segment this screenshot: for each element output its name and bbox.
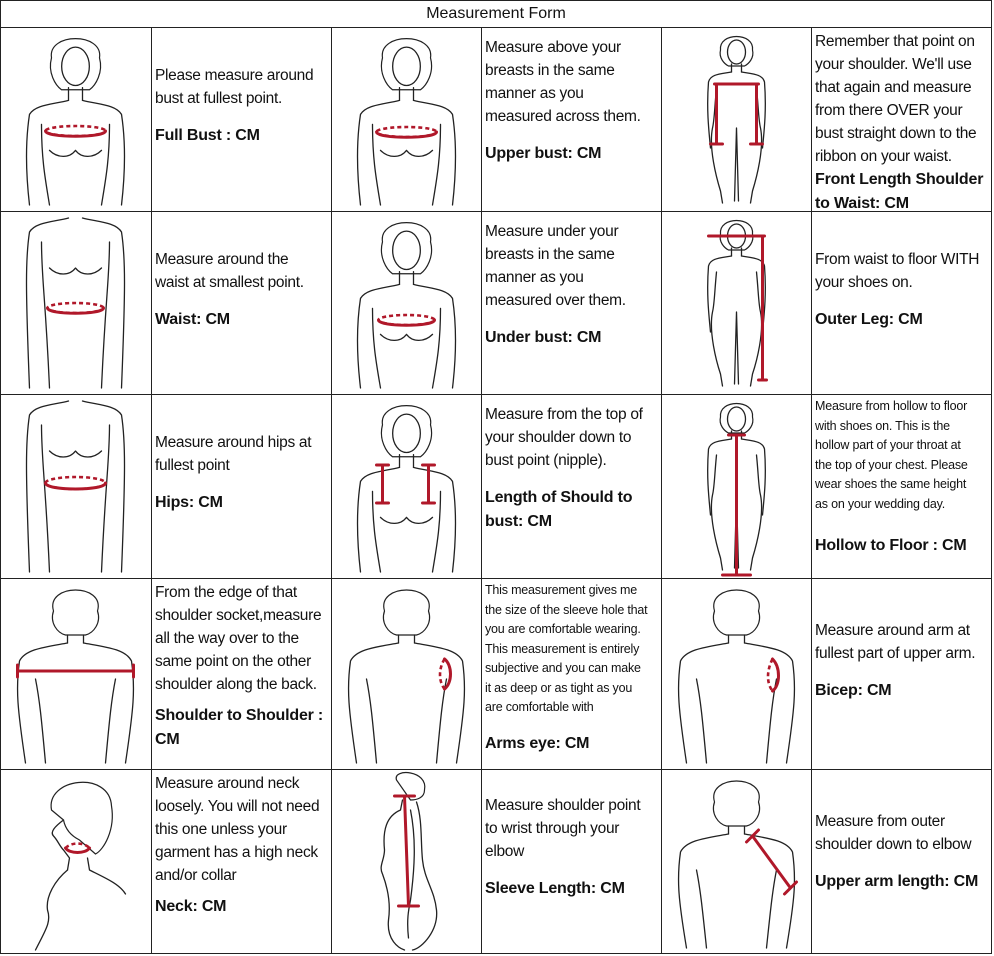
measurement-instructions [485,220,658,312]
figure-cell [332,28,481,211]
instruction-cell [152,770,331,954]
measurement-table [1,27,991,954]
instruction-line: Measure around hips at [155,434,312,451]
instruction-line: bust at fullest point. [155,90,282,107]
shoulder-to-shoulder-figure-icon [1,579,150,769]
measurement-label: Sleeve Length: CM [485,880,625,897]
measurement-instructions [155,772,328,887]
instruction-line: shoulder down to elbow [815,836,972,853]
arms-eye-figure-icon [332,579,481,769]
instruction-line: Measure from outer [815,813,945,830]
instruction-line: ribbon on your waist. [815,148,952,165]
measurement-label: Outer Leg: CM [815,311,923,328]
measurement-label: Full Bust : CM [155,127,260,144]
upper-arm-length-figure-icon [662,770,811,954]
shoulder-to-bust-figure-icon [332,395,481,578]
measurement-instructions [485,36,658,128]
instruction-line: the top of your chest. Please [815,457,968,472]
instruction-line: this one unless your [155,821,287,838]
measurement-label: Neck: CM [155,898,227,915]
front-length-figure-icon [662,28,811,211]
instruction-cell [482,28,661,211]
neck-figure-icon [1,770,150,954]
figure-cell [1,212,150,394]
measurement-instructions [815,619,988,665]
measurement-instructions [815,30,988,168]
measurement-label: Length of Should to bust: CM [485,489,633,530]
instruction-line: your shoes on. [815,274,913,291]
figure-cell [1,770,150,954]
instruction-line: This measurement gives me [485,583,638,597]
form-title: Measurement Form [1,1,991,28]
figure-cell [332,579,481,769]
instruction-line: and/or collar [155,867,237,884]
instruction-line: all the way over to the [155,630,299,647]
measurement-label: Hollow to Floor : CM [815,537,967,554]
instruction-cell [152,395,331,578]
outer-leg-figure-icon [662,212,811,394]
hips-figure-icon [1,395,150,578]
instruction-line: same point on the other [155,653,311,670]
instruction-line: that again and measure [815,79,972,96]
instruction-line: measured across them. [485,108,641,125]
under-bust-figure-icon [332,212,481,394]
instruction-line: shoulder socket,measure [155,607,322,624]
instruction-line: loosely. You will not need [155,798,320,815]
instruction-cell [152,579,331,769]
figure-cell [1,28,150,211]
instruction-line: fullest point [155,457,230,474]
instruction-line: Please measure around [155,67,314,84]
measurement-label: Upper arm length: CM [815,873,979,890]
bust-figure-icon [1,28,150,211]
measurement-label: Under bust: CM [485,329,602,346]
instruction-cell [482,770,661,954]
instruction-line: your shoulder down to [485,429,632,446]
instruction-line: bust straight down to the [815,125,977,142]
instruction-cell [812,28,991,211]
instruction-line: manner as you [485,85,584,102]
measurement-instructions [155,64,328,110]
bicep-figure-icon [662,579,811,769]
measurement-instructions [815,810,988,856]
instruction-cell [812,579,991,769]
instruction-line: Measure shoulder point [485,797,641,814]
waist-figure-icon [1,212,150,394]
figure-cell [662,770,811,954]
instruction-cell [482,212,661,394]
figure-cell [662,212,811,394]
instruction-line: it as deep or as tight as you [485,680,633,695]
figure-cell [1,579,150,769]
figure-cell [662,579,811,769]
figure-cell [662,28,811,211]
measurement-label: Arms eye: CM [485,734,590,752]
instruction-line: wear shoes the same height [815,477,967,491]
instruction-cell [152,28,331,211]
instruction-line: Measure around arm at [815,622,970,639]
instruction-line: as on your wedding day. [815,496,945,511]
instruction-line: This measurement is entirely [485,641,640,656]
measurement-label: Bicep: CM [815,682,892,699]
measurement-label: Shoulder to Shoulder : CM [155,707,324,748]
measurement-label: Front Length Shoulder to Waist: CM [815,171,984,212]
measurement-instructions [815,397,988,514]
instruction-line: manner as you [485,269,584,286]
instruction-cell [812,212,991,394]
instruction-line: Measure above your [485,39,621,56]
instruction-line: you are comfortable wearing. [485,622,641,636]
instruction-line: bust point (nipple). [485,452,607,469]
instruction-line: elbow [485,843,524,860]
instruction-line: measured over them. [485,292,626,309]
measurement-instructions [155,431,328,477]
instruction-line: to wrist through your [485,820,620,837]
instruction-line: are comfortable with [485,700,594,714]
sleeve-length-figure-icon [332,770,481,954]
instruction-line: fullest part of upper arm. [815,645,976,662]
measurement-instructions [485,581,658,718]
instruction-line: Measure around neck [155,775,300,792]
instruction-cell [482,395,661,578]
instruction-line: shoulder along the back. [155,676,317,693]
measurement-instructions [815,248,988,294]
measurement-instructions [155,581,328,696]
instruction-cell [812,395,991,578]
figure-cell [332,770,481,954]
figure-cell [332,395,481,578]
instruction-line: subjective and you can make [485,661,641,675]
measurement-label: Waist: CM [155,311,230,328]
instruction-line: waist at smallest point. [155,274,304,291]
figure-cell [332,212,481,394]
instruction-cell [812,770,991,954]
measurement-instructions [155,248,328,294]
instruction-line: from there OVER your [815,102,963,119]
instruction-line: with shoes on. This is the [815,418,950,433]
figure-cell [1,395,150,578]
instruction-line: Remember that point on [815,33,975,50]
instruction-cell [482,579,661,769]
upper-bust-figure-icon [332,28,481,211]
instruction-line: Measure from hollow to floor [815,399,968,413]
instruction-line: the size of the sleeve hole that [485,602,648,617]
instruction-line: Measure from the top of [485,406,643,423]
hollow-to-floor-figure-icon [662,395,811,578]
instruction-line: Measure under your [485,223,619,240]
instruction-line: hollow part of your throat at [815,438,961,452]
measurement-label: Upper bust: CM [485,145,602,162]
measurement-instructions [485,794,658,863]
instruction-line: breasts in the same [485,62,615,79]
instruction-line: Measure around the [155,251,289,268]
instruction-line: From waist to floor WITH [815,251,980,268]
instruction-line: From the edge of that [155,584,297,601]
measurement-instructions [485,403,658,472]
measurement-label: Hips: CM [155,494,223,511]
figure-cell [662,395,811,578]
instruction-line: breasts in the same [485,246,615,263]
instruction-line: your shoulder. We'll use [815,56,972,73]
instruction-line: garment has a high neck [155,844,318,861]
instruction-cell [152,212,331,394]
